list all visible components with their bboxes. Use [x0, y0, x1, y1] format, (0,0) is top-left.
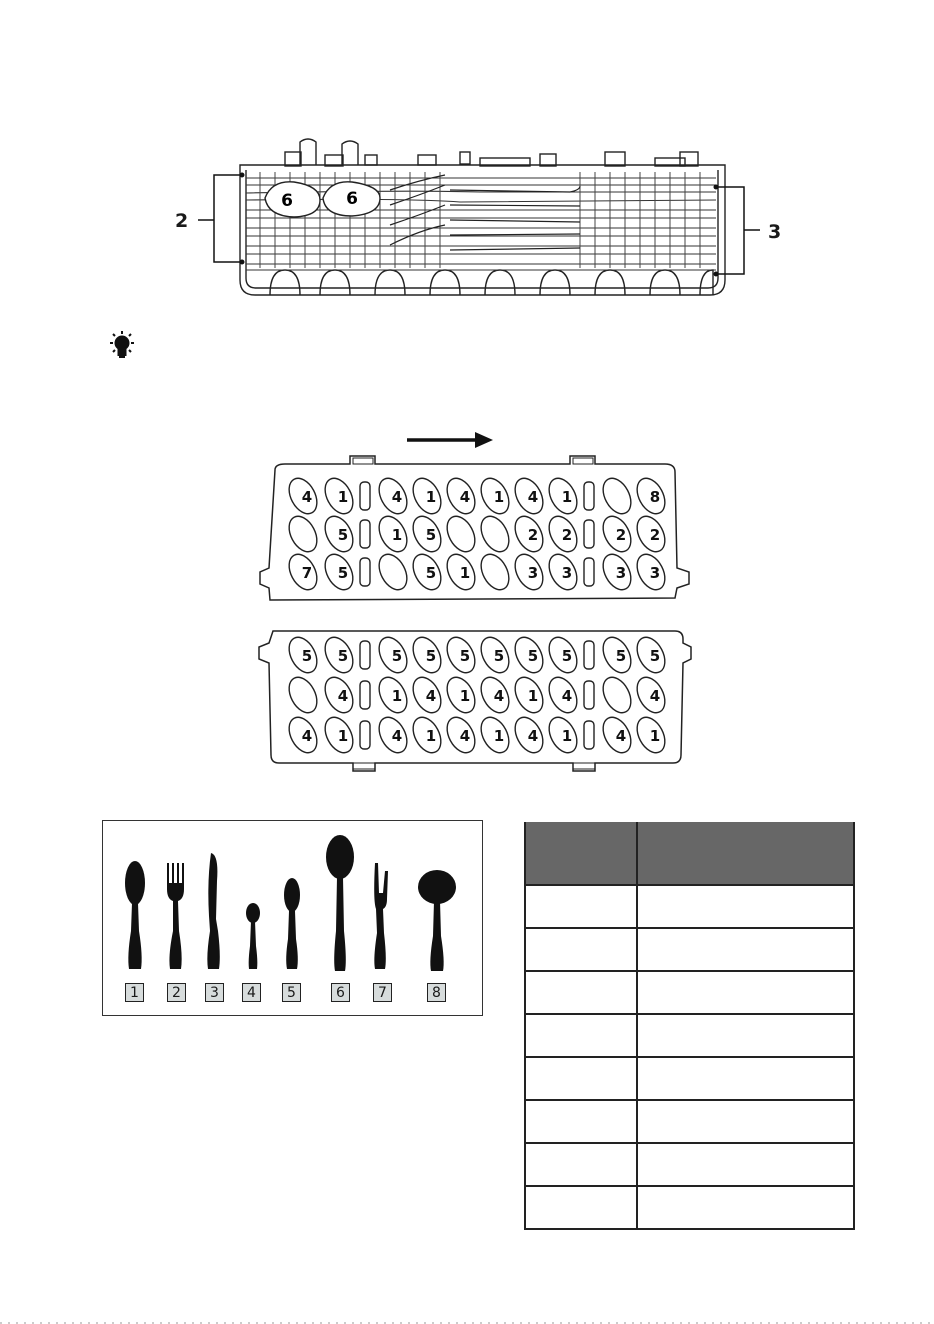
- legend-number-7: 7: [373, 983, 392, 1002]
- upper-tray-cell-number: 3: [615, 564, 627, 582]
- lower-tray-cell-number: 5: [649, 647, 661, 665]
- page-bottom-edge: [0, 1318, 934, 1324]
- upper-tray-cell-number: 4: [391, 488, 403, 506]
- upper-tray-cell-number: 1: [337, 488, 349, 506]
- upper-tray-cell-number: 2: [649, 526, 661, 544]
- lower-tray-cell-number: 1: [493, 727, 505, 745]
- lower-tray-cell-number: 5: [391, 647, 403, 665]
- lower-tray-cell-number: 4: [649, 687, 661, 705]
- lower-tray-cell-number: 4: [391, 727, 403, 745]
- upper-tray-cell-number: 1: [391, 526, 403, 544]
- table-cell: [525, 971, 637, 1014]
- upper-tray-slot: [360, 520, 370, 548]
- upper-tray-cell-number: 3: [649, 564, 661, 582]
- fork-icon: [167, 863, 184, 969]
- lower-tray-cell-number: 1: [649, 727, 661, 745]
- upper-tray-slot: [584, 558, 594, 586]
- table-cell: [525, 928, 637, 971]
- slot-label: 6: [281, 191, 293, 211]
- table-row: [525, 1057, 854, 1100]
- table-row: [525, 885, 854, 928]
- table-row: [525, 928, 854, 971]
- cutlery-tray-lower: [255, 625, 695, 780]
- table-cell: [525, 1143, 637, 1186]
- table-cell: [525, 1186, 637, 1229]
- cutlery-silhouettes: [103, 821, 483, 981]
- lower-tray-cell-number: 1: [527, 687, 539, 705]
- upper-tray-cell-number: 2: [615, 526, 627, 544]
- upper-tray-cell-number: 7: [301, 564, 313, 582]
- table-cell: [525, 885, 637, 928]
- lower-tray-slot: [584, 641, 594, 669]
- lower-tray-slot: [584, 721, 594, 749]
- table-cell: [637, 1143, 854, 1186]
- callout-label-left: 2: [175, 210, 189, 232]
- upper-tray-cell-number: 1: [425, 488, 437, 506]
- upper-tray-cell-number: 4: [527, 488, 539, 506]
- table-row: [525, 1100, 854, 1143]
- table-row: [525, 1014, 854, 1057]
- table-cell: [637, 1100, 854, 1143]
- lower-tray-cell-number: 5: [425, 647, 437, 665]
- lower-tray-cell-number: 1: [561, 727, 573, 745]
- table-cell: [525, 1057, 637, 1100]
- legend-number-1: 1: [125, 983, 144, 1002]
- table-cell: [637, 1014, 854, 1057]
- upper-tray-cell-number: 5: [337, 564, 349, 582]
- table-header-cell: [637, 822, 854, 885]
- lower-tray-cell-number: 4: [459, 727, 471, 745]
- upper-tray-cell-number: 1: [561, 488, 573, 506]
- lower-tray-cell-number: 1: [459, 687, 471, 705]
- serving-fork-icon: [374, 863, 388, 969]
- lower-tray-cell-number: 5: [561, 647, 573, 665]
- serving-spoon-icon: [326, 835, 354, 971]
- arrow-right-icon: [405, 430, 495, 450]
- lower-tray-cell-number: 4: [527, 727, 539, 745]
- lower-tray-cell-number: 4: [493, 687, 505, 705]
- lower-tray-cell-number: 5: [301, 647, 313, 665]
- lower-tray-cell-number: 5: [493, 647, 505, 665]
- table-header-row: [525, 822, 854, 885]
- table-cell: [637, 971, 854, 1014]
- lower-tray-slot: [360, 681, 370, 709]
- lower-tray-slot: [584, 681, 594, 709]
- upper-tray-cell-number: 5: [425, 564, 437, 582]
- legend-number-2: 2: [167, 983, 186, 1002]
- upper-tray-cell-number: 2: [527, 526, 539, 544]
- table-header-cell: [525, 822, 637, 885]
- legend-number-5: 5: [282, 983, 301, 1002]
- teaspoon-icon: [246, 903, 260, 969]
- cutlery-tray-upper: [255, 448, 695, 608]
- lower-tray-cell-number: 4: [301, 727, 313, 745]
- callout-label-right: 3: [768, 221, 782, 243]
- upper-tray-cell-number: 1: [493, 488, 505, 506]
- legend-number-8: 8: [427, 983, 446, 1002]
- table-cell: [637, 885, 854, 928]
- upper-tray-cell-number: 1: [459, 564, 471, 582]
- upper-tray-slot: [360, 482, 370, 510]
- table-cell: [637, 928, 854, 971]
- lower-tray-cell-number: 5: [527, 647, 539, 665]
- lower-tray-cell-number: 1: [337, 727, 349, 745]
- legend-number-4: 4: [242, 983, 261, 1002]
- table-cell: [637, 1186, 854, 1229]
- knife-icon: [207, 853, 219, 969]
- lower-tray-cell-number: 5: [459, 647, 471, 665]
- table-row: [525, 1143, 854, 1186]
- lower-tray-cell-number: 5: [615, 647, 627, 665]
- table-cell: [637, 1057, 854, 1100]
- cutlery-basket-top-view: [160, 130, 800, 305]
- lower-tray-cell-number: 1: [425, 727, 437, 745]
- upper-tray-slot: [360, 558, 370, 586]
- lower-tray-cell-number: 5: [337, 647, 349, 665]
- table-row: [525, 1186, 854, 1229]
- table-row: [525, 971, 854, 1014]
- cutlery-legend: [102, 820, 483, 1016]
- lower-tray-cell-number: 4: [615, 727, 627, 745]
- lower-tray-cell-number: 1: [391, 687, 403, 705]
- gravy-ladle-icon: [418, 870, 456, 971]
- lower-tray-slot: [360, 721, 370, 749]
- cutlery-key-table: [524, 822, 855, 1230]
- upper-tray-cell-number: 4: [459, 488, 471, 506]
- lower-tray-cell-number: 4: [425, 687, 437, 705]
- lower-tray-cell-number: 4: [561, 687, 573, 705]
- lightbulb-icon: [106, 330, 138, 360]
- dessert-spoon-icon: [284, 878, 300, 969]
- legend-number-3: 3: [205, 983, 224, 1002]
- table-cell: [525, 1014, 637, 1057]
- lower-tray-cell-number: 4: [337, 687, 349, 705]
- legend-number-6: 6: [331, 983, 350, 1002]
- upper-tray-slot: [584, 482, 594, 510]
- upper-tray-slot: [584, 520, 594, 548]
- slot-label: 6: [346, 189, 358, 209]
- upper-tray-cell-number: 3: [527, 564, 539, 582]
- upper-tray-cell-number: 4: [301, 488, 313, 506]
- table-cell: [525, 1100, 637, 1143]
- table-spoon-icon: [125, 861, 145, 969]
- upper-tray-cell-number: 2: [561, 526, 573, 544]
- upper-tray-cell-number: 3: [561, 564, 573, 582]
- lower-tray-slot: [360, 641, 370, 669]
- upper-tray-cell-number: 5: [425, 526, 437, 544]
- upper-tray-cell-number: 8: [649, 488, 661, 506]
- upper-tray-cell-number: 5: [337, 526, 349, 544]
